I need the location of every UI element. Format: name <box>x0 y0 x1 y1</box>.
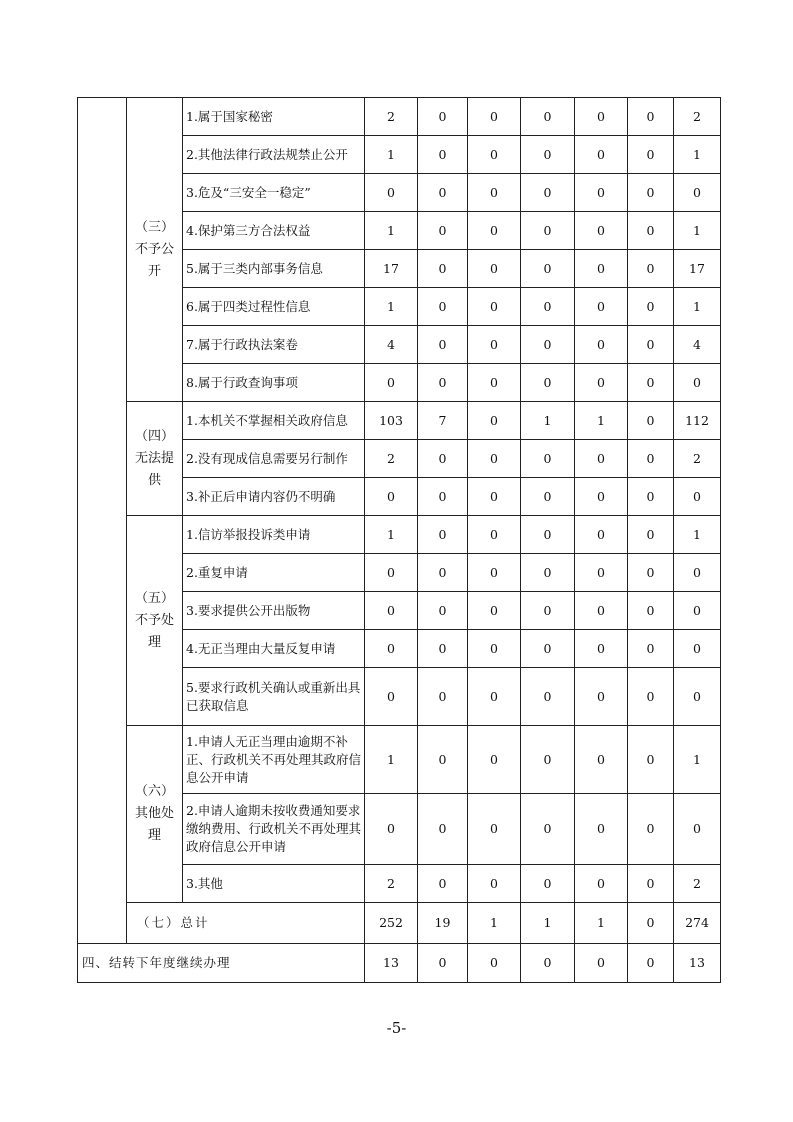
value-cell: 1 <box>674 726 721 794</box>
value-cell: 0 <box>418 288 468 326</box>
value-cell: 0 <box>628 136 674 174</box>
value-cell: 0 <box>365 364 418 402</box>
row-label: 4.保护第三方合法权益 <box>183 212 365 250</box>
value-cell: 0 <box>418 865 468 903</box>
value-cell: 1 <box>674 212 721 250</box>
value-cell: 0 <box>575 478 628 516</box>
value-cell: 0 <box>628 212 674 250</box>
value-cell: 1 <box>365 212 418 250</box>
table-row <box>78 726 721 794</box>
value-cell: 0 <box>365 554 418 592</box>
total-value-cell: 274 <box>674 903 721 944</box>
value-cell: 2 <box>674 440 721 478</box>
table-row <box>78 516 721 554</box>
value-cell: 1 <box>674 136 721 174</box>
value-cell: 0 <box>674 668 721 726</box>
value-cell: 0 <box>468 794 521 865</box>
value-cell: 0 <box>575 98 628 136</box>
value-cell: 0 <box>674 364 721 402</box>
statistics-table <box>77 97 721 983</box>
value-cell: 17 <box>674 250 721 288</box>
value-cell: 0 <box>628 726 674 794</box>
value-cell: 0 <box>418 794 468 865</box>
value-cell: 0 <box>468 478 521 516</box>
value-cell: 0 <box>575 250 628 288</box>
value-cell: 0 <box>468 726 521 794</box>
table-row <box>78 98 721 136</box>
row-label: 7.属于行政执法案卷 <box>183 326 365 364</box>
value-cell: 0 <box>674 174 721 212</box>
value-cell: 1 <box>674 516 721 554</box>
value-cell: 0 <box>575 364 628 402</box>
value-cell: 2 <box>674 865 721 903</box>
value-cell: 0 <box>468 174 521 212</box>
value-cell: 0 <box>521 212 575 250</box>
carry-over-value-cell: 0 <box>468 944 521 983</box>
value-cell: 0 <box>628 516 674 554</box>
row-label: 2.没有现成信息需要另行制作 <box>183 440 365 478</box>
value-cell: 0 <box>674 630 721 668</box>
value-cell: 0 <box>521 174 575 212</box>
value-cell: 1 <box>674 288 721 326</box>
value-cell: 0 <box>521 440 575 478</box>
value-cell: 112 <box>674 402 721 440</box>
value-cell: 0 <box>521 554 575 592</box>
value-cell: 0 <box>628 554 674 592</box>
row-label: 1.本机关不掌握相关政府信息 <box>183 402 365 440</box>
value-cell: 0 <box>468 402 521 440</box>
value-cell: 4 <box>674 326 721 364</box>
row-label: 2.重复申请 <box>183 554 365 592</box>
value-cell: 0 <box>628 250 674 288</box>
value-cell: 0 <box>521 592 575 630</box>
row-label: 1.申请人无正当理由逾期不补正、行政机关不再处理其政府信息公开申请 <box>183 726 365 794</box>
total-value-cell: 1 <box>521 903 575 944</box>
value-cell: 0 <box>365 478 418 516</box>
value-cell: 0 <box>468 212 521 250</box>
value-cell: 2 <box>674 98 721 136</box>
value-cell: 0 <box>575 668 628 726</box>
value-cell: 0 <box>468 326 521 364</box>
value-cell: 0 <box>468 136 521 174</box>
value-cell: 0 <box>418 516 468 554</box>
value-cell: 2 <box>365 98 418 136</box>
value-cell: 0 <box>674 592 721 630</box>
value-cell: 0 <box>418 726 468 794</box>
group-title: （五）不予处理 <box>127 516 183 726</box>
value-cell: 1 <box>365 136 418 174</box>
value-cell: 0 <box>418 478 468 516</box>
value-cell: 0 <box>521 726 575 794</box>
value-cell: 0 <box>521 364 575 402</box>
group-title: （六）其他处理 <box>127 726 183 903</box>
value-cell: 0 <box>575 726 628 794</box>
value-cell: 0 <box>468 865 521 903</box>
value-cell: 0 <box>418 98 468 136</box>
value-cell: 0 <box>674 478 721 516</box>
value-cell: 0 <box>628 98 674 136</box>
value-cell: 0 <box>628 402 674 440</box>
value-cell: 1 <box>365 288 418 326</box>
value-cell: 0 <box>521 630 575 668</box>
row-label: 1.属于国家秘密 <box>183 98 365 136</box>
value-cell: 0 <box>521 98 575 136</box>
value-cell: 0 <box>418 174 468 212</box>
table-body <box>78 98 721 983</box>
value-cell: 0 <box>575 592 628 630</box>
row-label: 3.补正后申请内容仍不明确 <box>183 478 365 516</box>
value-cell: 0 <box>521 865 575 903</box>
value-cell: 1 <box>521 402 575 440</box>
row-label: 2.其他法律行政法规禁止公开 <box>183 136 365 174</box>
value-cell: 0 <box>365 592 418 630</box>
value-cell: 0 <box>628 592 674 630</box>
value-cell: 2 <box>365 865 418 903</box>
value-cell: 0 <box>418 592 468 630</box>
value-cell: 0 <box>575 174 628 212</box>
value-cell: 4 <box>365 326 418 364</box>
value-cell: 0 <box>468 440 521 478</box>
row-label: 5.要求行政机关确认或重新出具已获取信息 <box>183 668 365 726</box>
value-cell: 1 <box>365 726 418 794</box>
value-cell: 0 <box>418 212 468 250</box>
value-cell: 0 <box>468 516 521 554</box>
row-label: 3.要求提供公开出版物 <box>183 592 365 630</box>
carry-over-value-cell: 13 <box>674 944 721 983</box>
value-cell: 0 <box>468 630 521 668</box>
value-cell: 0 <box>365 630 418 668</box>
value-cell: 0 <box>575 865 628 903</box>
group-title: （四）无法提供 <box>127 402 183 516</box>
value-cell: 0 <box>365 794 418 865</box>
row-label: 4.无正当理由大量反复申请 <box>183 630 365 668</box>
value-cell: 0 <box>521 668 575 726</box>
value-cell: 0 <box>628 630 674 668</box>
total-label: （七）总计 <box>127 903 365 944</box>
value-cell: 0 <box>521 136 575 174</box>
value-cell: 1 <box>365 516 418 554</box>
outer-category-cell <box>78 98 127 944</box>
value-cell: 0 <box>521 288 575 326</box>
value-cell: 0 <box>575 326 628 364</box>
value-cell: 0 <box>575 794 628 865</box>
row-label: 8.属于行政查询事项 <box>183 364 365 402</box>
total-value-cell: 252 <box>365 903 418 944</box>
value-cell: 0 <box>575 288 628 326</box>
value-cell: 0 <box>418 668 468 726</box>
row-label: 6.属于四类过程性信息 <box>183 288 365 326</box>
value-cell: 0 <box>628 478 674 516</box>
value-cell: 0 <box>674 554 721 592</box>
value-cell: 0 <box>521 516 575 554</box>
group-title: （三）不予公开 <box>127 98 183 402</box>
value-cell: 0 <box>468 554 521 592</box>
value-cell: 0 <box>575 440 628 478</box>
value-cell: 0 <box>628 326 674 364</box>
value-cell: 0 <box>674 794 721 865</box>
value-cell: 7 <box>418 402 468 440</box>
value-cell: 0 <box>468 668 521 726</box>
value-cell: 0 <box>628 288 674 326</box>
value-cell: 0 <box>628 794 674 865</box>
total-value-cell: 19 <box>418 903 468 944</box>
value-cell: 0 <box>521 478 575 516</box>
value-cell: 0 <box>628 865 674 903</box>
row-label: 2.申请人逾期未按收费通知要求缴纳费用、行政机关不再处理其政府信息公开申请 <box>183 794 365 865</box>
value-cell: 0 <box>628 668 674 726</box>
value-cell: 0 <box>628 174 674 212</box>
row-label: 5.属于三类内部事务信息 <box>183 250 365 288</box>
value-cell: 0 <box>468 592 521 630</box>
value-cell: 0 <box>575 630 628 668</box>
value-cell: 0 <box>521 326 575 364</box>
value-cell: 0 <box>365 668 418 726</box>
value-cell: 0 <box>418 364 468 402</box>
value-cell: 0 <box>468 250 521 288</box>
carry-over-row <box>78 944 721 983</box>
value-cell: 0 <box>521 250 575 288</box>
value-cell: 0 <box>468 98 521 136</box>
row-label: 3.危及“三安全一稳定” <box>183 174 365 212</box>
carry-over-value-cell: 0 <box>575 944 628 983</box>
row-label: 3.其他 <box>183 865 365 903</box>
value-cell: 2 <box>365 440 418 478</box>
total-value-cell: 0 <box>628 903 674 944</box>
value-cell: 0 <box>418 440 468 478</box>
value-cell: 0 <box>418 136 468 174</box>
value-cell: 0 <box>418 554 468 592</box>
value-cell: 0 <box>418 630 468 668</box>
row-label: 1.信访举报投诉类申请 <box>183 516 365 554</box>
value-cell: 0 <box>575 136 628 174</box>
carry-over-label: 四、结转下年度继续办理 <box>78 944 365 983</box>
total-value-cell: 1 <box>468 903 521 944</box>
carry-over-value-cell: 13 <box>365 944 418 983</box>
value-cell: 0 <box>418 250 468 288</box>
value-cell: 17 <box>365 250 418 288</box>
value-cell: 1 <box>575 402 628 440</box>
value-cell: 0 <box>575 516 628 554</box>
total-row <box>78 903 721 944</box>
value-cell: 0 <box>628 440 674 478</box>
value-cell: 103 <box>365 402 418 440</box>
table-row <box>78 402 721 440</box>
value-cell: 0 <box>418 326 468 364</box>
value-cell: 0 <box>365 174 418 212</box>
value-cell: 0 <box>521 794 575 865</box>
value-cell: 0 <box>468 364 521 402</box>
value-cell: 0 <box>575 554 628 592</box>
total-value-cell: 1 <box>575 903 628 944</box>
carry-over-value-cell: 0 <box>418 944 468 983</box>
carry-over-value-cell: 0 <box>521 944 575 983</box>
page-number: -5- <box>386 1019 407 1037</box>
value-cell: 0 <box>575 212 628 250</box>
value-cell: 0 <box>468 288 521 326</box>
carry-over-value-cell: 0 <box>628 944 674 983</box>
value-cell: 0 <box>628 364 674 402</box>
